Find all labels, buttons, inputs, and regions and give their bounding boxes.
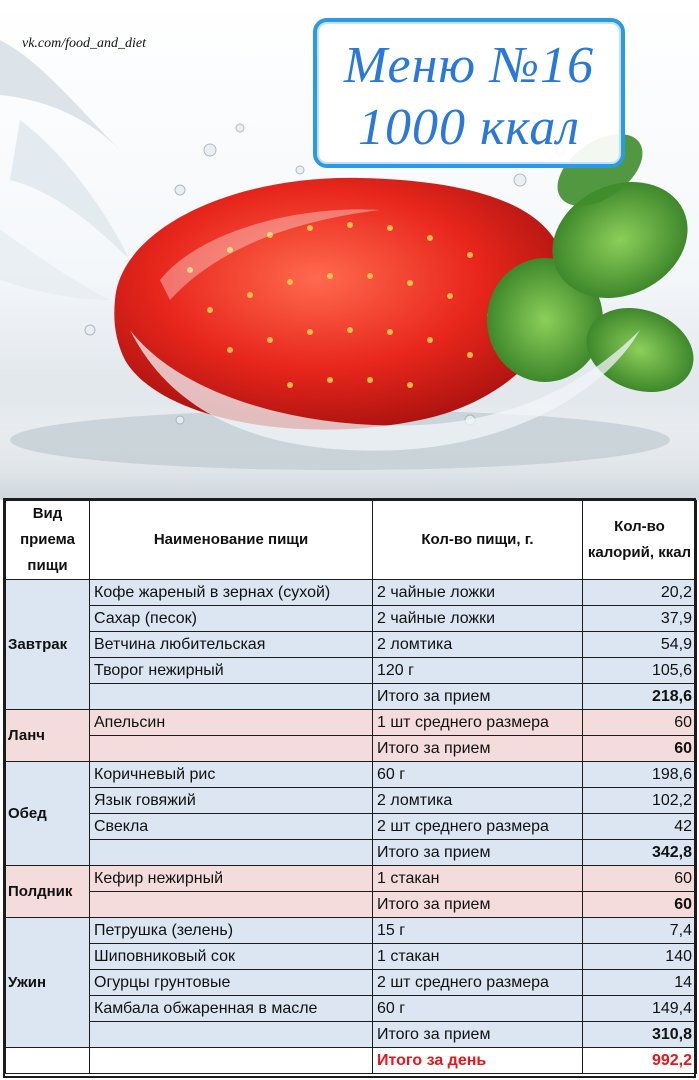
quantity-cell: 60 г [373,762,583,788]
calorie-cell: 20,2 [583,580,697,606]
table-row [6,762,697,788]
table-row [6,606,697,632]
quantity-cell: 1 шт среднего размера [373,710,583,736]
meal-total-value: 310,8 [583,1022,697,1048]
food-cell: Шиповниковый сок [90,944,373,970]
food-cell: Язык говяжий [90,788,373,814]
column-header-calories: Кол-во калорий, ккал [583,501,697,580]
meal-total-row [6,892,697,918]
calorie-cell: 105,6 [583,658,697,684]
day-total-row [6,1048,697,1074]
food-cell: Сахар (песок) [90,606,373,632]
calorie-cell: 198,6 [583,762,697,788]
quantity-cell: 2 шт среднего размера [373,970,583,996]
meal-total-label: Итого за прием [373,736,583,762]
table-row [6,944,697,970]
calorie-cell: 60 [583,866,697,892]
day-total-label: Итого за день [373,1048,583,1074]
empty-cell [90,736,373,762]
quantity-cell: 2 ломтика [373,632,583,658]
quantity-cell: 1 стакан [373,866,583,892]
quantity-cell: 60 г [373,996,583,1022]
food-cell: Петрушка (зелень) [90,918,373,944]
meal-name-dinner: Обед [6,762,90,866]
empty-cell [90,892,373,918]
table-row [6,918,697,944]
menu-table [5,500,697,1074]
quantity-cell: 1 стакан [373,944,583,970]
table-row [6,658,697,684]
meal-name-supper: Ужин [6,918,90,1048]
meal-name-lunch: Ланч [6,710,90,762]
table-row [6,632,697,658]
menu-title: Меню №16 [343,37,595,94]
meal-name-afternoon-snack: Полдник [6,866,90,918]
calorie-cell: 37,9 [583,606,697,632]
quantity-cell: 2 ломтика [373,788,583,814]
quantity-cell: 2 шт среднего размера [373,814,583,840]
meal-total-row [6,840,697,866]
hero-image [0,0,699,500]
table-row [6,710,697,736]
calorie-cell: 42 [583,814,697,840]
meal-total-row [6,684,697,710]
meal-total-value: 60 [583,736,697,762]
meal-total-label: Итого за прием [373,840,583,866]
empty-cell [6,1048,90,1074]
calorie-title: 1000 ккал [357,99,581,156]
empty-cell [90,684,373,710]
food-cell: Кофе жареный в зернах (сухой) [90,580,373,606]
day-total-value: 992,2 [583,1048,697,1074]
quantity-cell: 2 чайные ложки [373,606,583,632]
table-row [6,970,697,996]
food-cell: Коричневый рис [90,762,373,788]
meal-name-breakfast: Завтрак [6,580,90,710]
meal-total-label: Итого за прием [373,892,583,918]
table-row [6,996,697,1022]
meal-total-row [6,736,697,762]
table-row [6,580,697,606]
column-header-food: Наименование пищи [90,501,373,580]
calorie-cell: 54,9 [583,632,697,658]
meal-total-label: Итого за прием [373,684,583,710]
empty-cell [90,840,373,866]
meal-total-value: 218,6 [583,684,697,710]
meal-total-value: 342,8 [583,840,697,866]
table-row [6,788,697,814]
source-credit: vk.com/food_and_diet [22,36,147,51]
quantity-cell: 15 г [373,918,583,944]
food-cell: Апельсин [90,710,373,736]
calorie-cell: 149,4 [583,996,697,1022]
meal-total-label: Итого за прием [373,1022,583,1048]
table-row [6,814,697,840]
table-header-row [6,501,697,580]
calorie-cell: 7,4 [583,918,697,944]
food-cell: Огурцы грунтовые [90,970,373,996]
calorie-cell: 140 [583,944,697,970]
empty-cell [90,1048,373,1074]
column-header-meal: Вид приема пищи [6,501,90,580]
calorie-cell: 60 [583,710,697,736]
table-row [6,866,697,892]
food-cell: Камбала обжаренная в масле [90,996,373,1022]
meal-total-row [6,1022,697,1048]
calorie-cell: 14 [583,970,697,996]
empty-cell [90,1022,373,1048]
column-header-quantity: Кол-во пищи, г. [373,501,583,580]
food-cell: Свекла [90,814,373,840]
food-cell: Кефир нежирный [90,866,373,892]
calorie-cell: 102,2 [583,788,697,814]
meal-total-value: 60 [583,892,697,918]
food-cell: Ветчина любительская [90,632,373,658]
quantity-cell: 2 чайные ложки [373,580,583,606]
food-cell: Творог нежирный [90,658,373,684]
quantity-cell: 120 г [373,658,583,684]
title-box [313,18,625,168]
